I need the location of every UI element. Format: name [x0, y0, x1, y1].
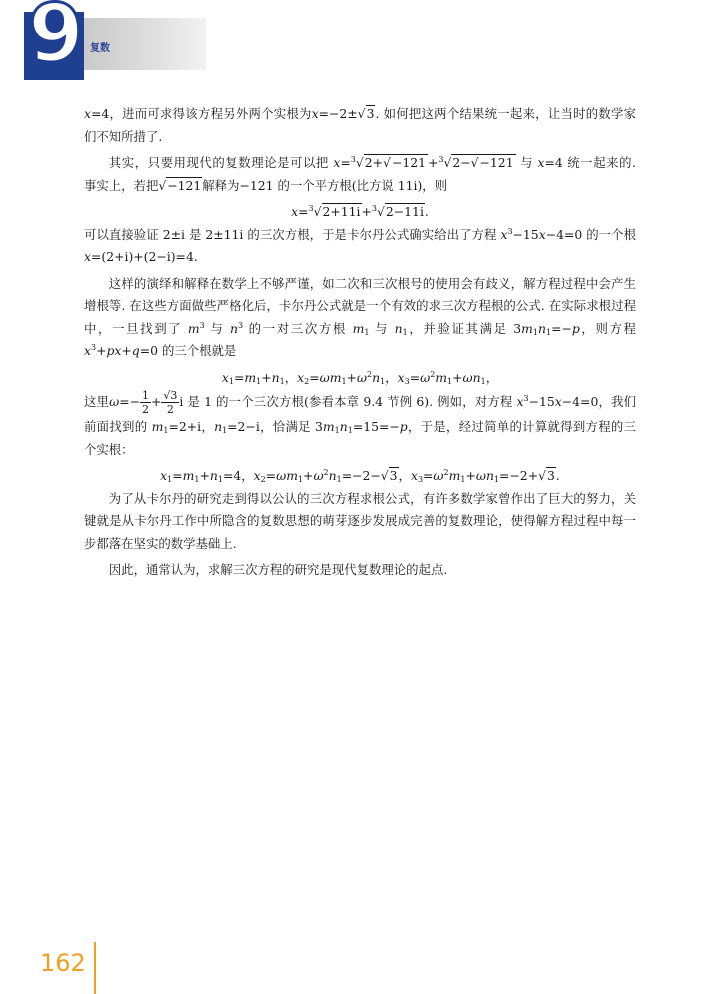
paragraph-7: 因此，通常认为，求解三次方程的研究是现代复数理论的起点.: [108, 562, 448, 577]
page-body: [84, 103, 636, 586]
equation-roots: $x_1=m_1+n_1$，$x_2=\omega m_1+\omega^2n_1$，$x_3=\omega^2m_1+\omega n_1$，: [221, 369, 499, 386]
paragraph-4: 这样的演绎和解释在数学上不够严谨，如二次和三次根号的使用会有歧义，解方程过程中会产生增根等. 在这些方面做些严格化后，卡尔丹公式就是一个有效的求三次方程根的公式. 在实际求根过程中，一旦找到了 $m^3$ 与 $n^3$ 的一对三次方根 $m_1$ 与 $n_1$，并验证其满足 $3m_1n_1=-p$，则方程 $x^3+px+q=0$ 的三个根就是: [84, 275, 636, 358]
paragraph-2: 其实，只要用现代的复数理论是可以把 x=$^3$√2+√−121 +$^3$√2−√−121 与 x=4 统一起来的. 事实上，若把√−121解释为−121 的一个平方根(比方说 11i)，则: [84, 155, 636, 193]
chapter-number: 9: [28, 0, 84, 80]
paragraph-3: 可以直接验证 2±i 是 2±11i 的三次方根，于是卡尔丹公式确实给出了方程 $x^3-15x-4=0$ 的一个根 x=(2+i)+(2−i)=4.: [84, 226, 636, 264]
chapter-title: 复数: [90, 43, 110, 54]
page-number-rule: [94, 942, 96, 994]
equation-cardano: x=$^3$√2+11i+$^3$√2−11i.: [291, 204, 429, 219]
paragraph-5: 这里ω=− $\frac{1}{2}$ + $\frac{√3}{2}$ i 是 1 的一个三次方根(参看本章 9.4 节例 6). 例如，对方程 $x^3-15x-4=0$，我们前面找到的 $m_1=2+i$，$n_1=2-i$，恰满足 $3m_1n_1=15=-p$，于是，经过简单的计算就得到方程的三个实根：: [84, 389, 636, 457]
paragraph-6: 为了从卡尔丹的研究走到得以公认的三次方程求根公式，有许多数学家曾作出了巨大的努力，关键就是从卡尔丹工作中所隐含的复数思想的萌芽逐步发展成完善的复数理论，使得解方程过程中每一步都落在坚实的数学基础上.: [84, 490, 636, 551]
page-number: 162: [40, 949, 86, 977]
paragraph-1: x=4，进而可求得该方程另外两个实根为x=−2±√3. 如何把这两个结果统一起来，让当时的数学家们不知所措了.: [84, 106, 636, 144]
equation-real-roots: $x_1=m_1+n_1=4$，$x_2=\omega m_1+\omega^2n_1=-2-√3$，$x_3=\omega^2m_1+\omega n_1=-2+√3$.: [160, 468, 560, 484]
